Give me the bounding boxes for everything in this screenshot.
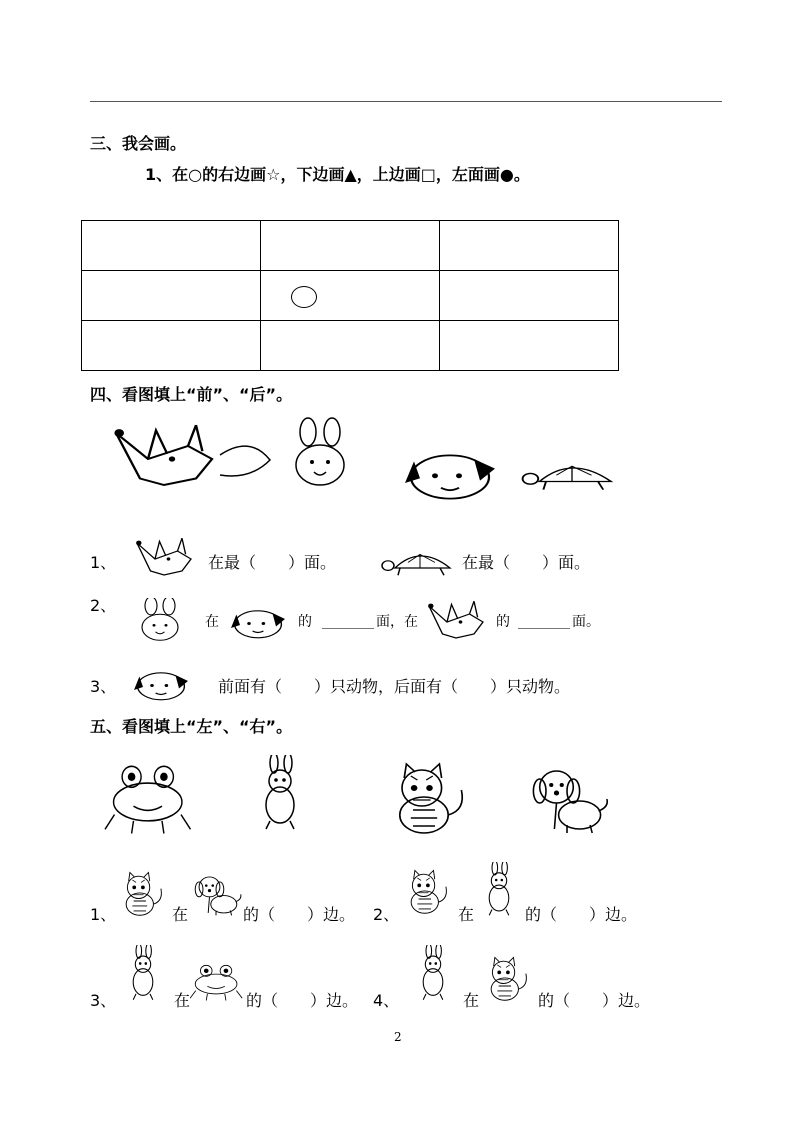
section5-title: 五、看图填上“左”、“右”。: [90, 717, 293, 736]
dog-picture: [405, 455, 495, 498]
section4-q2-mian1: 面，在: [376, 614, 418, 630]
section4-q1-a: 在最（ ）面。: [208, 553, 337, 572]
fox-icon: [420, 598, 495, 643]
section5-q2-zai: 在: [458, 905, 475, 924]
fox-tail: [220, 446, 270, 476]
animal-race-picture: [100, 415, 620, 500]
bunny-icon: [478, 862, 523, 920]
header-rule: [90, 101, 722, 102]
turtle-picture: [523, 466, 611, 489]
frog-icon: [190, 962, 245, 1004]
bunny-icon: [122, 945, 167, 1005]
grid-cell[interactable]: [261, 221, 440, 271]
section5-q4-num: 4、: [373, 991, 400, 1010]
grid-cell[interactable]: [82, 321, 261, 371]
bunny-picture: [266, 755, 294, 829]
turtle-icon: [380, 540, 460, 580]
grid-cell[interactable]: [82, 271, 261, 321]
drawing-grid: [81, 220, 619, 371]
grid-cell[interactable]: [440, 221, 619, 271]
section3-title: 三、我会画。: [90, 134, 187, 153]
section5-q4-zai: 在: [463, 991, 480, 1010]
animals-row-picture: [100, 755, 620, 840]
bunny-icon: [412, 945, 457, 1005]
dog-icon: [125, 660, 200, 705]
section5-q1-end: 的（ ）边。: [243, 905, 356, 924]
puppy-icon: [190, 872, 242, 920]
section4-q1-num: 1、: [90, 553, 117, 572]
section4-q1-b: 在最（ ）面。: [462, 553, 591, 572]
rabbit-picture: [296, 418, 344, 485]
section3-q1: 1、在○的右边画☆，下边画▲，上边画□，左面画●。: [145, 165, 530, 184]
section4-q2-de2: 的: [496, 614, 510, 630]
section5-q3-end: 的（ ）边。: [246, 991, 359, 1010]
puppy-picture: [533, 771, 607, 833]
grid-cell[interactable]: [82, 221, 261, 271]
grid-cell[interactable]: [261, 321, 440, 371]
section5-q2-end: 的（ ）边。: [525, 905, 638, 924]
cat-icon: [400, 868, 455, 920]
fox-icon: [128, 535, 198, 580]
cat-icon: [480, 955, 535, 1005]
grid-cell[interactable]: [440, 321, 619, 371]
section5-q3-zai: 在: [174, 991, 191, 1010]
section4-q3-num: 3、: [90, 677, 117, 696]
dog-icon: [222, 598, 297, 643]
section4-title: 四、看图填上“前”、“后”。: [90, 385, 293, 404]
section5-q1-num: 1、: [90, 905, 117, 924]
cat-icon: [115, 870, 170, 920]
frog-picture: [105, 766, 191, 833]
blank-line[interactable]: [322, 616, 374, 629]
grid-cell[interactable]: [440, 271, 619, 321]
cat-picture: [400, 764, 462, 833]
section5-q2-num: 2、: [373, 905, 400, 924]
section4-q3-text: 前面有（ ）只动物，后面有（ ）只动物。: [218, 677, 571, 696]
section5-q3-num: 3、: [90, 991, 117, 1010]
section4-q2-num: 2、: [90, 596, 117, 615]
section4-q2-zai1: 在: [205, 614, 219, 630]
section5-q1-zai: 在: [172, 905, 189, 924]
page-number: 2: [394, 1030, 402, 1044]
section5-q4-end: 的（ ）边。: [538, 991, 651, 1010]
circle-icon: [291, 286, 317, 308]
section4-q2-de1: 的: [298, 614, 312, 630]
blank-line[interactable]: [518, 616, 570, 629]
grid-cell-center[interactable]: [261, 271, 440, 321]
rabbit-icon: [130, 598, 200, 643]
fox-picture: [114, 425, 212, 485]
section4-q2-mian2: 面。: [572, 614, 600, 630]
